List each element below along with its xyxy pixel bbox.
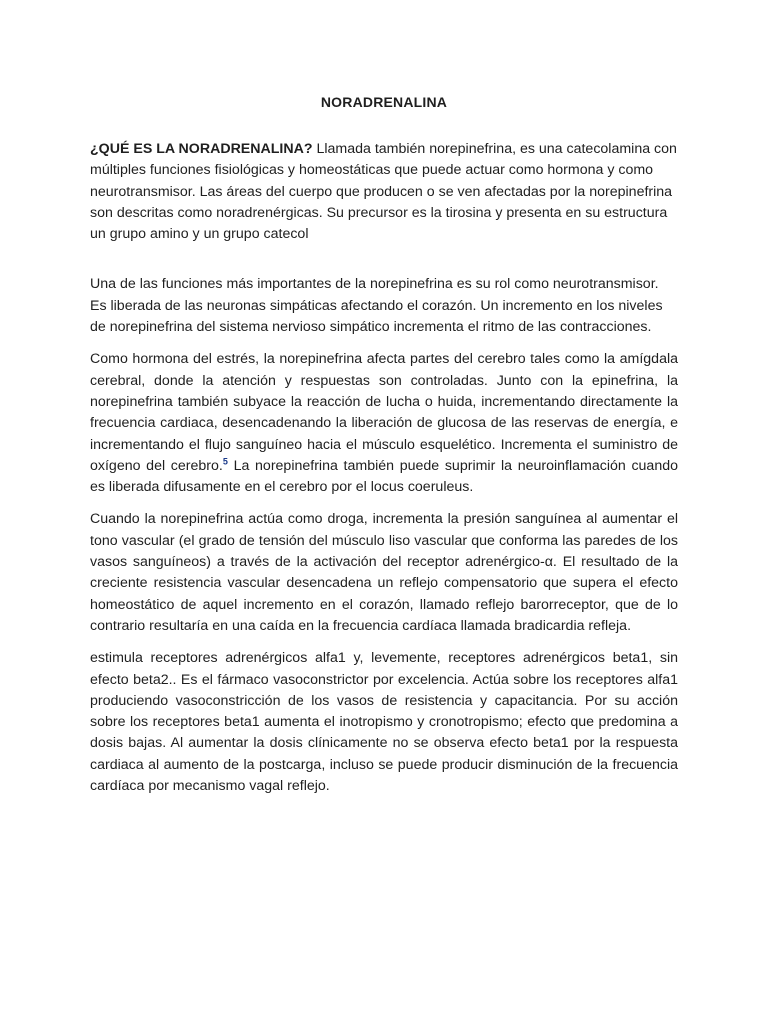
stress-hormone-text-continued: La norepinefrina también puede suprimir la neuroinflamación cuando es liberada difusamente en el cerebro por el locus coeruleus. [90, 457, 678, 496]
definition-text: Llamada también norepinefrina, es una catecolamina con múltiples funciones fisiológicas y homeostáticas que puede actuar como hormona y como neurotransmisor. Las áreas del cuerpo que producen o se ven afectadas por la norepinefrina son descritas como noradrenérgicas. Su precursor es la tirosina y presenta en su estructura un grupo amino y un grupo catecol [90, 141, 677, 243]
document-title: NORADRENALINA [320, 94, 448, 110]
paragraph-neurotransmitter: Una de las funciones más importantes de la norepinefrina es su rol como neurotransmisor. Es liberada de las neuronas simpáticas afectando el corazón. Un incremento en los niveles de norepinefrina del sistema nervioso simpático incrementa el ritmo de las contracciones. [90, 276, 663, 336]
document-page [90, 92, 678, 797]
definition-heading: ¿QUÉ ES LA NORADRENALINA? [90, 141, 313, 157]
paragraph-receptors: estimula receptores adrenérgicos alfa1 y, levemente, receptores adrenérgicos beta1, sin efecto beta2.. Es el fármaco vasoconstrictor por excelencia. Actúa sobre los receptores alfa1 produciendo vasoconstricción de los vasos de resistencia y capacitancia. Por su acción sobre los receptores beta1 aumenta el inotropismo y cronotropismo; efecto que predomina a dosis bajas. Al aumentar la dosis clínicamente no se observa efecto beta1 por la respuesta cardiaca al aumento de la postcarga, incluso se puede producir disminución de la frecuencia cardíaca por mecanismo vagal reflejo. [90, 650, 678, 795]
footnote-reference[interactable]: 5 [222, 456, 228, 467]
paragraph-drug-action: Cuando la norepinefrina actúa como droga, incrementa la presión sanguínea al aumentar el tono vascular (el grado de tensión del músculo liso vascular que conforma las paredes de los vasos sanguíneos) a través de la activación del receptor adrenérgico-α. El resultado de la creciente resistencia vascular desencadena un reflejo compensatorio que supera el efecto homeostático de aquel incremento en el corazón, llamado reflejo barorreceptor, que de lo contrario resultaría en una caída en la frecuencia cardíaca llamada bradicardia refleja. [90, 511, 678, 634]
paragraph-stress-hormone [90, 349, 678, 498]
stress-hormone-text: Como hormona del estrés, la norepinefrina afecta partes del cerebro tales como la amígdala cerebral, donde la atención y respuestas son controladas. Junto con la epinefrina, la norepinefrina también subyace la reacción de lucha o huida, incrementando directamente la frecuencia cardiaca, desencadenando la liberación de glucosa de las reservas de energía, e incrementando el flujo sanguíneo hacia el músculo esquelético. Incrementa el suministro de oxígeno del cerebro. [90, 351, 678, 474]
paragraph-definition [90, 139, 678, 245]
